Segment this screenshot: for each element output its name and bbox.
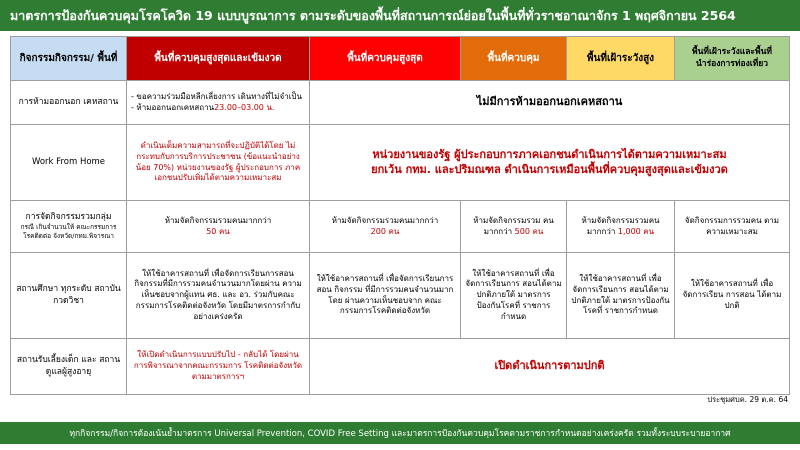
gathering-high-cell <box>310 201 461 253</box>
wfh-row <box>11 125 790 201</box>
curfew-max-cell <box>127 81 310 125</box>
measures-table <box>10 36 790 395</box>
meeting-footnote: ประชุมศบค. 29 ต.ค. 64 <box>707 395 788 404</box>
gathering-pilot-cell: จัดกิจกรรมการรวมคน ตามความเหมาะสม <box>675 201 790 253</box>
school-max-cell: ให้ใช้อาคารสถานที่ เพื่อจัดการเรียนการสอน กิจกรรมที่มีการรวมคนจำนวนมากโดยผ่าน ความเห็นชอบจากผู้แทน ศธ. และ อว. ร่วมกับคณะกรรมการโรคติดต่อจังหวัด โดยมีมาตรการกำกับอย่างเคร่งครัด <box>127 253 310 339</box>
gathering-max-text: ห้ามจัดกิจกรรมรวมคนมากกว่า <box>164 215 272 225</box>
school-row <box>11 253 790 339</box>
gathering-control-text: ห้ามจัดกิจกรรมรวม คนมากกว่า <box>473 215 554 236</box>
zone-header-control: พื้นที่ควบคุม <box>461 37 567 81</box>
corner-header: กิจกรรมกิจกรรม/ พื้นที่ <box>11 37 127 81</box>
gathering-label-cell <box>11 201 127 253</box>
wfh-others-cell <box>310 125 790 201</box>
zone-header-surveillance-pilot: พื้นที่เฝ้าระวังและพื้นที่ นำร่องการท่องเที่ยว <box>675 37 790 81</box>
zone-header-max: พื้นที่ควบคุมสูงสุด <box>310 37 461 81</box>
curfew-max-line2-prefix: - ห้ามออกนอกเคหสถาน <box>131 102 215 112</box>
care-label: สถานรับเลี้ยงเด็ก และ สถานดูแลผู้สูงอายุ <box>11 339 127 395</box>
curfew-others-cell: ไม่มีการห้ามออกนอกเคหสถาน <box>310 81 790 125</box>
school-pilot-cell: ให้ใช้อาคารสถานที่ เพื่อ จัดการเรียน การสอน ได้ตามปกติ <box>675 253 790 339</box>
zone-header-row <box>11 37 790 81</box>
gathering-label: การจัดกิจกรรมรวมกลุ่ม <box>25 212 112 222</box>
page-title: มาตรการป้องกันควบคุมโรคโควิด 19 แบบบูรณาการ ตามระดับของพื้นที่สถานการณ์ย่อยในพื้นที่ทั่วราชอาณาจักร 1 พฤศจิกายน 2564 <box>10 7 736 23</box>
gathering-max-cell <box>127 201 310 253</box>
school-high-cell: ให้ใช้อาคารสถานที่ เพื่อจัดการเรียนการสอน กิจกรรม ที่มีการรวมคนจำนวนมาก โดย ผ่านความเห็นชอบจาก คณะกรรมการโรคติดต่อจังหวัด <box>310 253 461 339</box>
wfh-others-line1: หน่วยงานของรัฐ ผู้ประกอบการภาคเอกชนดำเนินการได้ตามความเหมาะสม <box>372 147 727 161</box>
gathering-surv-value: 1,000 คน <box>617 226 655 236</box>
care-others-cell: เปิดดำเนินการตามปกติ <box>310 339 790 395</box>
gathering-control-cell <box>461 201 567 253</box>
curfew-max-line1: - ขอความร่วมมือหลีกเลี่ยงการ เดินทางที่ไม่จำเป็น <box>131 91 302 101</box>
school-surv-cell: ให้ใช้อาคารสถานที่ เพื่อจัดการเรียนการ สอนได้ตามปกติภายใต้ มาตรการป้องกันโรคที่ ราชการกำหนด <box>567 253 675 339</box>
curfew-time: 23.00–03.00 น. <box>214 102 275 112</box>
gathering-max-value: 50 คน <box>206 226 230 236</box>
page-header <box>0 0 800 31</box>
gathering-label-note: กรณี เกินจำนวนให้ คณะกรรมการโรคติดต่อ จังหวัด/กทม.พิจารณา <box>20 223 117 241</box>
gathering-row <box>11 201 790 253</box>
wfh-label: Work From Home <box>11 125 127 201</box>
gathering-high-value: 200 คน <box>370 226 400 236</box>
care-max-cell: ให้เปิดดำเนินการแบบปรับไป - กลับได้ โดยผ่านการพิจารณาจากคณะกรรมการ โรคติดต่อจังหวัด ตามมาตรการฯ <box>127 339 310 395</box>
curfew-row <box>11 81 790 125</box>
gathering-high-text: ห้ามจัดกิจกรรมรวมคนมากกว่า <box>331 215 439 225</box>
curfew-max-line2 <box>131 103 305 114</box>
measures-table-container <box>10 36 789 395</box>
footer-text: ทุกกิจกรรม/กิจการต้องเน้นย้ำมาตรการ Universal Prevention, COVID Free Setting และมาตรการป้องกันควบคุมโรคตามราชการกำหนดอย่างเคร่งครัด รวมทั้งระบบระบายอากาศ <box>69 429 731 439</box>
school-label: สถานศึกษา ทุกระดับ สถาบันกวดวิชา <box>11 253 127 339</box>
curfew-label: การห้ามออกนอก เคหสถาน <box>11 81 127 125</box>
gathering-surv-text: ห้ามจัดกิจกรรมรวมคน มากกว่า <box>581 215 660 236</box>
zone-header-max-control: พื้นที่ควบคุมสูงสุดและเข้มงวด <box>127 37 310 81</box>
gathering-control-value: 500 คน <box>514 226 544 236</box>
wfh-max-cell: ดำเนินเต็มความสามารถที่จะปฏิบัติได้โดย ไม่กระทบกับการบริการประชาชน (ข้อแนะนำอย่างน้อย 70%) หน่วยงานของรัฐ ผู้ประกอบการ ภาคเอกชนปรับเพิ่มได้ตามความเหมาะสม <box>127 125 310 201</box>
zone-header-high-surveillance: พื้นที่เฝ้าระวังสูง <box>567 37 675 81</box>
gathering-surv-cell <box>567 201 675 253</box>
school-control-cell: ให้ใช้อาคารสถานที่ เพื่อจัดการเรียนการ สอนได้ตามปกติภายใต้ มาตรการป้องกันโรคที่ ราชการกำหนด <box>461 253 567 339</box>
care-row <box>11 339 790 395</box>
wfh-others-line2: ยกเว้น กทม. และปริมณฑล ดำเนินการเหมือนพื้นที่ควบคุมสูงสุดและเข้มงวด <box>371 162 728 176</box>
page-footer <box>0 422 800 444</box>
